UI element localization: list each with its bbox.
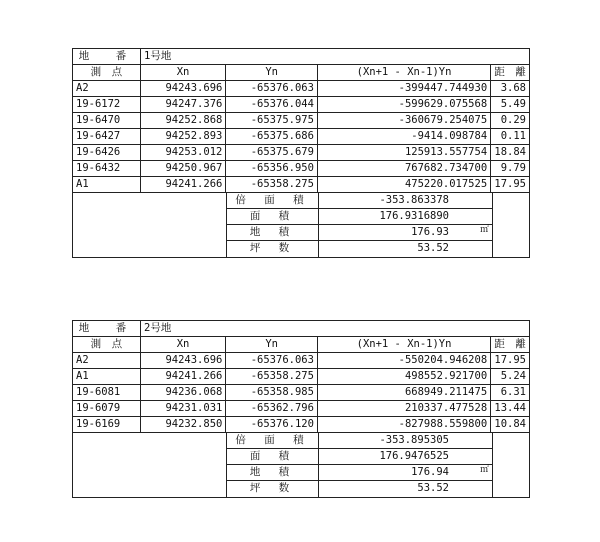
distance-cell: 5.24 <box>500 370 526 382</box>
distance-cell: 0.29 <box>500 114 526 126</box>
yn-cell: -65358.275 <box>226 369 318 384</box>
cross-product-cell: 475220.017525 <box>318 177 491 192</box>
lot-title-row <box>73 49 529 65</box>
cross-product-cell: -550204.946208 <box>318 353 491 368</box>
distance-cell: 9.79 <box>500 162 526 174</box>
table-row <box>73 97 529 113</box>
header-distance: 距 離 <box>494 338 526 350</box>
station-cell: A1 <box>73 369 141 384</box>
xn-cell: 94243.696 <box>141 81 227 96</box>
summary-row-tsubo-count <box>227 241 493 257</box>
yn-cell: -65376.120 <box>226 417 318 432</box>
cross-product-cell: 668949.211475 <box>318 385 491 400</box>
xn-cell: 94252.893 <box>141 129 227 144</box>
table-row <box>73 401 529 417</box>
header-yn: Yn <box>226 65 318 80</box>
cross-product-cell: -599629.075568 <box>318 97 491 112</box>
summary-block <box>73 433 529 497</box>
summary-value: 53.52 <box>417 242 449 254</box>
header-station: 測 点 <box>73 337 141 352</box>
lot-title-row <box>73 321 529 337</box>
distance-cell: 6.31 <box>500 386 526 398</box>
summary-value: 176.93 <box>411 226 449 238</box>
summary-row-tsubo-count <box>227 481 493 497</box>
summary-column <box>227 193 493 257</box>
yn-cell: -65375.679 <box>226 145 318 160</box>
summary-row-registered-area <box>227 225 493 241</box>
summary-row-registered-area <box>227 465 493 481</box>
table-row <box>73 113 529 129</box>
table-row <box>73 353 529 369</box>
table-row <box>73 161 529 177</box>
summary-value: 53.52 <box>417 482 449 494</box>
cross-product-cell: -360679.254075 <box>318 113 491 128</box>
xn-cell: 94247.376 <box>141 97 227 112</box>
summary-column <box>227 433 493 497</box>
distance-cell: 10.84 <box>494 418 526 430</box>
station-cell: 19-6432 <box>73 161 141 176</box>
xn-cell: 94243.696 <box>141 353 227 368</box>
station-cell: 19-6172 <box>73 97 141 112</box>
cross-product-cell: 125913.557754 <box>318 145 491 160</box>
distance-cell: 17.95 <box>494 178 526 190</box>
yn-cell: -65358.985 <box>226 385 318 400</box>
lot-label: 地 番 <box>73 49 141 64</box>
header-cross-product: (Xn+1 - Xn-1)Yn <box>318 337 491 352</box>
header-station: 測 点 <box>73 65 141 80</box>
summary-row-double-area <box>227 433 493 449</box>
summary-label: 地 積 <box>227 465 319 480</box>
summary-value-cell <box>319 225 493 240</box>
table-row <box>73 145 529 161</box>
summary-value-cell <box>319 481 493 497</box>
yn-cell: -65375.975 <box>226 113 318 128</box>
summary-value-cell <box>319 193 493 208</box>
table-row <box>73 369 529 385</box>
distance-cell: 18.84 <box>494 146 526 158</box>
station-cell: 19-6470 <box>73 113 141 128</box>
summary-value: -353.863378 <box>379 194 449 206</box>
yn-cell: -65376.063 <box>226 353 318 368</box>
xn-cell: 94250.967 <box>141 161 227 176</box>
lot-1-table <box>72 48 530 258</box>
summary-block <box>73 193 529 257</box>
yn-cell: -65375.686 <box>226 129 318 144</box>
xn-cell: 94253.012 <box>141 145 227 160</box>
table-row <box>73 177 529 193</box>
station-cell: 19-6427 <box>73 129 141 144</box>
xn-cell: 94236.068 <box>141 385 227 400</box>
column-header-row <box>73 337 529 353</box>
header-xn: Xn <box>141 65 227 80</box>
summary-blank-area <box>73 433 227 497</box>
xn-cell: 94241.266 <box>141 177 227 192</box>
distance-cell: 17.95 <box>494 354 526 366</box>
summary-value-cell <box>319 465 493 480</box>
lot-2-table <box>72 320 530 498</box>
summary-blank-area <box>73 193 227 257</box>
lot-label: 地 番 <box>73 321 141 336</box>
header-yn: Yn <box>226 337 318 352</box>
table-row <box>73 81 529 97</box>
header-cross-product: (Xn+1 - Xn-1)Yn <box>318 65 491 80</box>
cross-product-cell: -827988.559800 <box>318 417 491 432</box>
square-meter-unit: ㎡ <box>479 465 489 475</box>
cross-product-cell: 498552.921700 <box>318 369 491 384</box>
header-xn: Xn <box>141 337 227 352</box>
station-cell: 19-6079 <box>73 401 141 416</box>
summary-value: 176.94 <box>411 466 449 478</box>
station-cell: A2 <box>73 353 141 368</box>
summary-label: 地 積 <box>227 225 319 240</box>
cross-product-cell: -399447.744930 <box>318 81 491 96</box>
xn-cell: 94232.850 <box>141 417 227 432</box>
summary-value: 176.9316890 <box>379 210 449 222</box>
summary-row-area <box>227 209 493 225</box>
yn-cell: -65376.044 <box>226 97 318 112</box>
station-cell: 19-6169 <box>73 417 141 432</box>
summary-row-area <box>227 449 493 465</box>
summary-value: -353.895305 <box>379 434 449 446</box>
station-cell: A1 <box>73 177 141 192</box>
distance-cell: 0.11 <box>500 130 526 142</box>
xn-cell: 94241.266 <box>141 369 227 384</box>
summary-label: 坪 数 <box>227 241 319 257</box>
summary-label: 面 積 <box>227 209 319 224</box>
lot-name: 2号地 <box>144 322 172 334</box>
yn-cell: -65376.063 <box>226 81 318 96</box>
distance-cell: 3.68 <box>500 82 526 94</box>
summary-value-cell <box>319 449 493 464</box>
station-cell: A2 <box>73 81 141 96</box>
table-row <box>73 417 529 433</box>
cross-product-cell: -9414.098784 <box>318 129 491 144</box>
summary-label: 倍 面 積 <box>227 433 319 448</box>
distance-cell: 5.49 <box>500 98 526 110</box>
xn-cell: 94252.868 <box>141 113 227 128</box>
yn-cell: -65362.796 <box>226 401 318 416</box>
cross-product-cell: 767682.734700 <box>318 161 491 176</box>
table-row <box>73 129 529 145</box>
station-cell: 19-6081 <box>73 385 141 400</box>
station-cell: 19-6426 <box>73 145 141 160</box>
summary-value: 176.9476525 <box>379 450 449 462</box>
table-row <box>73 385 529 401</box>
summary-label: 面 積 <box>227 449 319 464</box>
lot-name: 1号地 <box>144 50 172 62</box>
header-distance: 距 離 <box>494 66 526 78</box>
summary-value-cell <box>319 433 493 448</box>
distance-cell: 13.44 <box>494 402 526 414</box>
cross-product-cell: 210337.477528 <box>318 401 491 416</box>
summary-value-cell <box>319 209 493 224</box>
column-header-row <box>73 65 529 81</box>
summary-value-cell <box>319 241 493 257</box>
square-meter-unit: ㎡ <box>479 225 489 235</box>
summary-label: 倍 面 積 <box>227 193 319 208</box>
summary-label: 坪 数 <box>227 481 319 497</box>
summary-row-double-area <box>227 193 493 209</box>
yn-cell: -65358.275 <box>226 177 318 192</box>
xn-cell: 94231.031 <box>141 401 227 416</box>
yn-cell: -65356.950 <box>226 161 318 176</box>
